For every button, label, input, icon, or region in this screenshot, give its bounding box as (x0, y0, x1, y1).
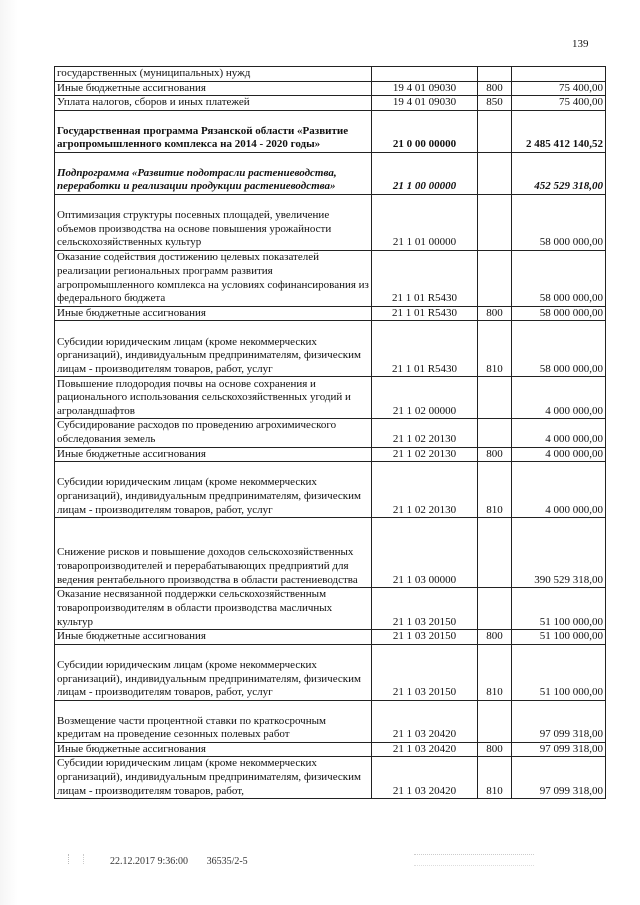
table-row (55, 644, 606, 700)
table-row (55, 377, 606, 419)
table-row (55, 67, 606, 82)
table-row (55, 447, 606, 462)
table-row (55, 110, 606, 152)
table-row (55, 742, 606, 757)
cell-target-code: 21 1 01 R5430 (372, 306, 478, 321)
cell-expense-type: 810 (478, 757, 512, 799)
cell-target-code: 19 4 01 09030 (372, 81, 478, 96)
table-row (55, 152, 606, 194)
table-row (55, 419, 606, 447)
cell-amount: 2 485 412 140,52 (512, 110, 606, 152)
cell-expense-type (478, 700, 512, 742)
table-row (55, 518, 606, 588)
cell-amount: 58 000 000,00 (512, 321, 606, 377)
cell-amount: 51 100 000,00 (512, 630, 606, 645)
cell-amount: 390 529 318,00 (512, 518, 606, 588)
cell-amount: 58 000 000,00 (512, 306, 606, 321)
table-row (55, 194, 606, 250)
cell-target-code: 21 1 02 00000 (372, 377, 478, 419)
cell-amount: 58 000 000,00 (512, 194, 606, 250)
cell-expense-type: 810 (478, 644, 512, 700)
budget-table-body (55, 67, 606, 799)
scan-edge-shadow (0, 0, 18, 905)
cell-expense-type: 800 (478, 306, 512, 321)
table-row (55, 321, 606, 377)
cell-name: Снижение рисков и повышение доходов сельскохозяйственных товаропроизводителей и перерабатывающих предприятий для ведения рентабельного производства в области растениеводства (55, 518, 372, 588)
cell-amount: 75 400,00 (512, 96, 606, 111)
table-row (55, 250, 606, 306)
cell-amount: 75 400,00 (512, 81, 606, 96)
table-row (55, 462, 606, 518)
cell-name: Повышение плодородия почвы на основе сохранения и рационального использования сельскохозяйственных угодий и агроландшафтов (55, 377, 372, 419)
cell-expense-type (478, 518, 512, 588)
cell-name: Иные бюджетные ассигнования (55, 630, 372, 645)
cell-expense-type: 800 (478, 447, 512, 462)
cell-name: Уплата налогов, сборов и иных платежей (55, 96, 372, 111)
table-row (55, 630, 606, 645)
cell-expense-type: 800 (478, 81, 512, 96)
cell-target-code: 21 1 03 20420 (372, 757, 478, 799)
table-row (55, 306, 606, 321)
cell-amount: 51 100 000,00 (512, 644, 606, 700)
cell-name: Оказание содействия достижению целевых показателей реализации региональных программ развития агропромышленного комплекса на условиях софинансирования из федерального бюджета (55, 250, 372, 306)
table-row (55, 81, 606, 96)
cell-name: Возмещение части процентной ставки по краткосрочным кредитам на проведение сезонных полевых работ (55, 700, 372, 742)
cell-target-code: 21 1 02 20130 (372, 419, 478, 447)
cell-amount: 4 000 000,00 (512, 462, 606, 518)
cell-expense-type (478, 67, 512, 82)
cell-name: государственных (муниципальных) нужд (55, 67, 372, 82)
cell-name: Иные бюджетные ассигнования (55, 81, 372, 96)
cell-amount: 58 000 000,00 (512, 250, 606, 306)
cell-expense-type (478, 419, 512, 447)
cell-target-code: 19 4 01 09030 (372, 96, 478, 111)
cell-target-code: 21 1 03 20150 (372, 630, 478, 645)
cell-expense-type: 800 (478, 630, 512, 645)
cell-target-code: 21 1 03 20420 (372, 742, 478, 757)
cell-amount: 4 000 000,00 (512, 447, 606, 462)
cell-amount: 97 099 318,00 (512, 700, 606, 742)
cell-name: Подпрограмма «Развитие подотрасли растениеводства, переработки и реализации продукции растениеводства» (55, 152, 372, 194)
cell-expense-type: 810 (478, 462, 512, 518)
cell-name: Субсидии юридическим лицам (кроме некоммерческих организаций), индивидуальным предпринимателям, физическим лицам - производителям товаров, работ, услуг (55, 462, 372, 518)
scan-artifact (68, 854, 84, 864)
cell-target-code: 21 1 03 20150 (372, 644, 478, 700)
cell-target-code: 21 1 02 20130 (372, 462, 478, 518)
cell-target-code: 21 1 03 20150 (372, 588, 478, 630)
cell-name: Субсидирование расходов по проведению агрохимического обследования земель (55, 419, 372, 447)
budget-table (54, 66, 606, 799)
cell-target-code: 21 1 00 00000 (372, 152, 478, 194)
cell-name: Оптимизация структуры посевных площадей, увеличение объемов производства на основе повышения урожайности сельскохозяйственных культур (55, 194, 372, 250)
cell-target-code (372, 67, 478, 82)
cell-amount: 97 099 318,00 (512, 742, 606, 757)
cell-target-code: 21 1 01 R5430 (372, 321, 478, 377)
cell-target-code: 21 1 03 00000 (372, 518, 478, 588)
cell-expense-type (478, 152, 512, 194)
cell-expense-type (478, 110, 512, 152)
cell-name: Субсидии юридическим лицам (кроме некоммерческих организаций), индивидуальным предпринимателям, физическим лицам - производителям товаров, работ, услуг (55, 321, 372, 377)
cell-name: Иные бюджетные ассигнования (55, 742, 372, 757)
page-number: 139 (572, 38, 589, 50)
cell-expense-type: 810 (478, 321, 512, 377)
faint-stamp (414, 854, 534, 866)
cell-target-code: 21 1 03 20420 (372, 700, 478, 742)
cell-amount: 452 529 318,00 (512, 152, 606, 194)
cell-target-code: 21 1 02 20130 (372, 447, 478, 462)
cell-name: Иные бюджетные ассигнования (55, 447, 372, 462)
cell-amount: 4 000 000,00 (512, 419, 606, 447)
cell-name: Оказание несвязанной поддержки сельскохозяйственным товаропроизводителям в области производства масличных культур (55, 588, 372, 630)
table-row (55, 96, 606, 111)
cell-target-code: 21 1 01 R5430 (372, 250, 478, 306)
cell-amount: 51 100 000,00 (512, 588, 606, 630)
cell-target-code: 21 1 01 00000 (372, 194, 478, 250)
cell-amount (512, 67, 606, 82)
table-row (55, 757, 606, 799)
footer-doc-id: 36535/2-5 (206, 856, 248, 867)
cell-name: Субсидии юридическим лицам (кроме некоммерческих организаций), индивидуальным предпринимателям, физическим лицам - производителям товаров, работ, (55, 757, 372, 799)
cell-name: Субсидии юридическим лицам (кроме некоммерческих организаций), индивидуальным предпринимателям, физическим лицам - производителям товаров, работ, услуг (55, 644, 372, 700)
footer-datetime: 22.12.2017 9:36:00 (110, 856, 189, 867)
cell-target-code: 21 0 00 00000 (372, 110, 478, 152)
table-row (55, 588, 606, 630)
cell-name: Иные бюджетные ассигнования (55, 306, 372, 321)
cell-expense-type (478, 194, 512, 250)
page-footer (110, 856, 264, 867)
cell-expense-type (478, 377, 512, 419)
cell-expense-type (478, 250, 512, 306)
cell-expense-type (478, 588, 512, 630)
cell-name: Государственная программа Рязанской области «Развитие агропромышленного комплекса на 2014 - 2020 годы» (55, 110, 372, 152)
cell-amount: 4 000 000,00 (512, 377, 606, 419)
cell-expense-type: 800 (478, 742, 512, 757)
table-row (55, 700, 606, 742)
cell-expense-type: 850 (478, 96, 512, 111)
cell-amount: 97 099 318,00 (512, 757, 606, 799)
